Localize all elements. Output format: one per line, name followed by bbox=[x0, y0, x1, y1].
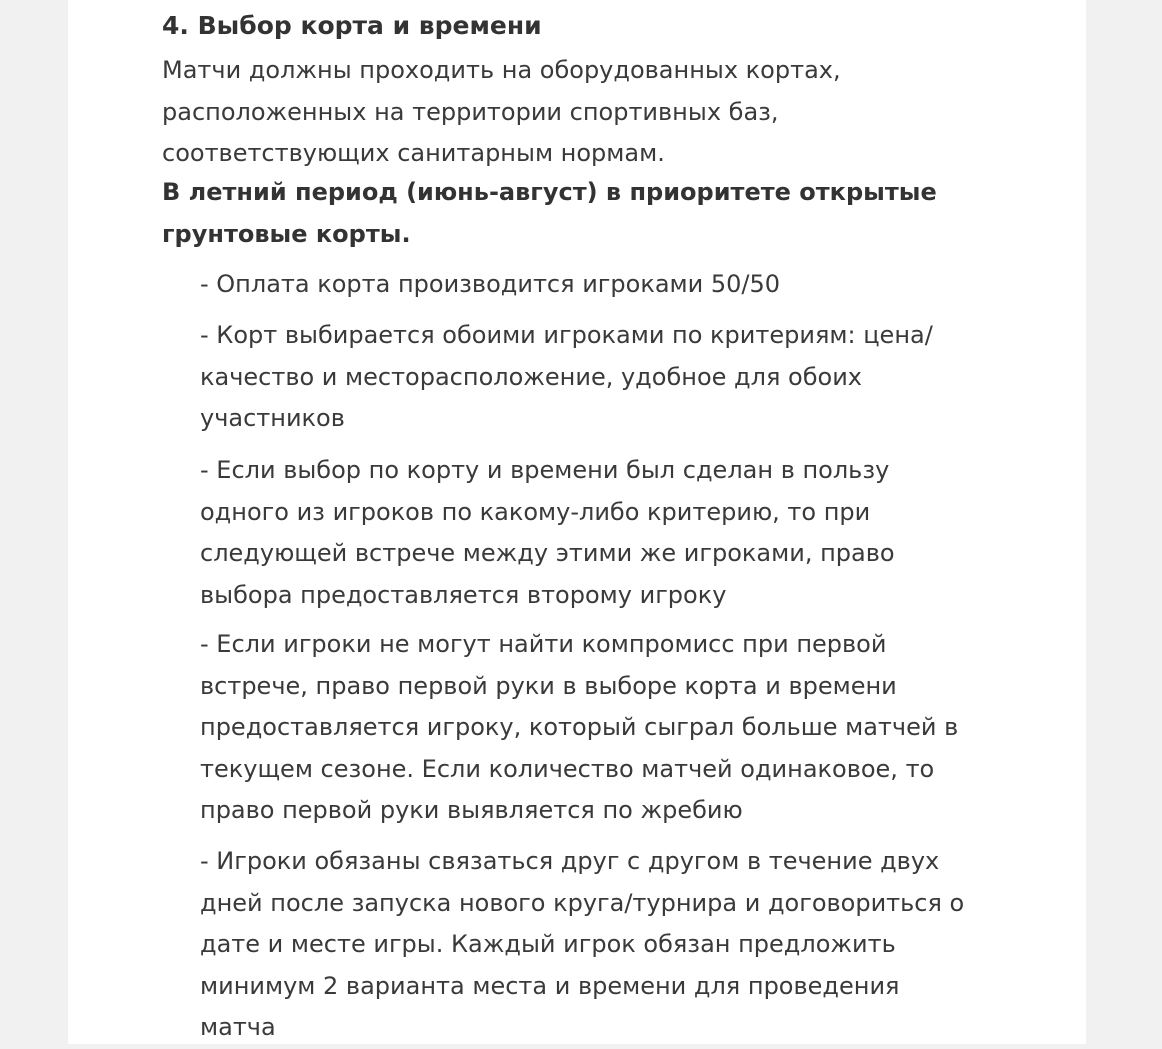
rule-line: дате и месте игры. Каждый игрок обязан предложить bbox=[200, 930, 896, 958]
intro-paragraph bbox=[162, 50, 962, 175]
rule-alternating-choice bbox=[200, 450, 990, 616]
summer-priority-note bbox=[162, 172, 962, 255]
rule-line: одного из игроков по какому-либо критерию, то при bbox=[200, 497, 871, 526]
rule-line: минимум 2 варианта места и времени для проведения bbox=[200, 971, 900, 1000]
rule-court-payment bbox=[200, 264, 990, 306]
rule-line: - Если выбор по корту и времени был сделан в пользу bbox=[200, 456, 890, 484]
rule-line: право первой руки выявляется по жребию bbox=[200, 796, 743, 824]
rule-court-selection bbox=[200, 315, 990, 440]
rule-line: предоставляется игроку, который сыграл больше матчей в bbox=[200, 713, 959, 741]
rule-line: встрече, право первой руки в выборе корта и времени bbox=[200, 671, 897, 700]
rule-line: участников bbox=[200, 404, 345, 432]
rule-first-hand bbox=[200, 624, 990, 832]
rule-line: качество и месторасположение, удобное для обоих bbox=[200, 362, 862, 391]
section-heading: 4. Выбор корта и времени bbox=[162, 11, 542, 40]
rule-line: матча bbox=[200, 1013, 276, 1041]
rule-line: дней после запуска нового круга/турнира и договориться о bbox=[200, 888, 965, 917]
intro-line: расположенных на территории спортивных баз, bbox=[162, 97, 779, 126]
intro-line: соответствующих санитарным нормам. bbox=[162, 139, 665, 167]
intro-line: Матчи должны проходить на оборудованных кортах, bbox=[162, 56, 841, 84]
rule-line: - Оплата корта производится игроками 50/50 bbox=[200, 270, 781, 298]
rule-line: - Если игроки не могут найти компромисс при первой bbox=[200, 630, 887, 658]
rule-line: текущем сезоне. Если количество матчей одинаковое, то bbox=[200, 754, 935, 783]
rule-contact-deadline bbox=[200, 841, 990, 1049]
rule-line: следующей встрече между этими же игроками, право bbox=[200, 539, 895, 567]
rule-line: - Корт выбирается обоими игроками по критериям: цена/ bbox=[200, 321, 933, 349]
rule-line: - Игроки обязаны связаться друг с другом в течение двух bbox=[200, 847, 940, 875]
highlight-line: В летний период (июнь-август) в приоритете открытые bbox=[162, 178, 937, 206]
highlight-line: грунтовые корты. bbox=[162, 219, 411, 248]
rule-line: выбора предоставляется второму игроку bbox=[200, 580, 727, 609]
